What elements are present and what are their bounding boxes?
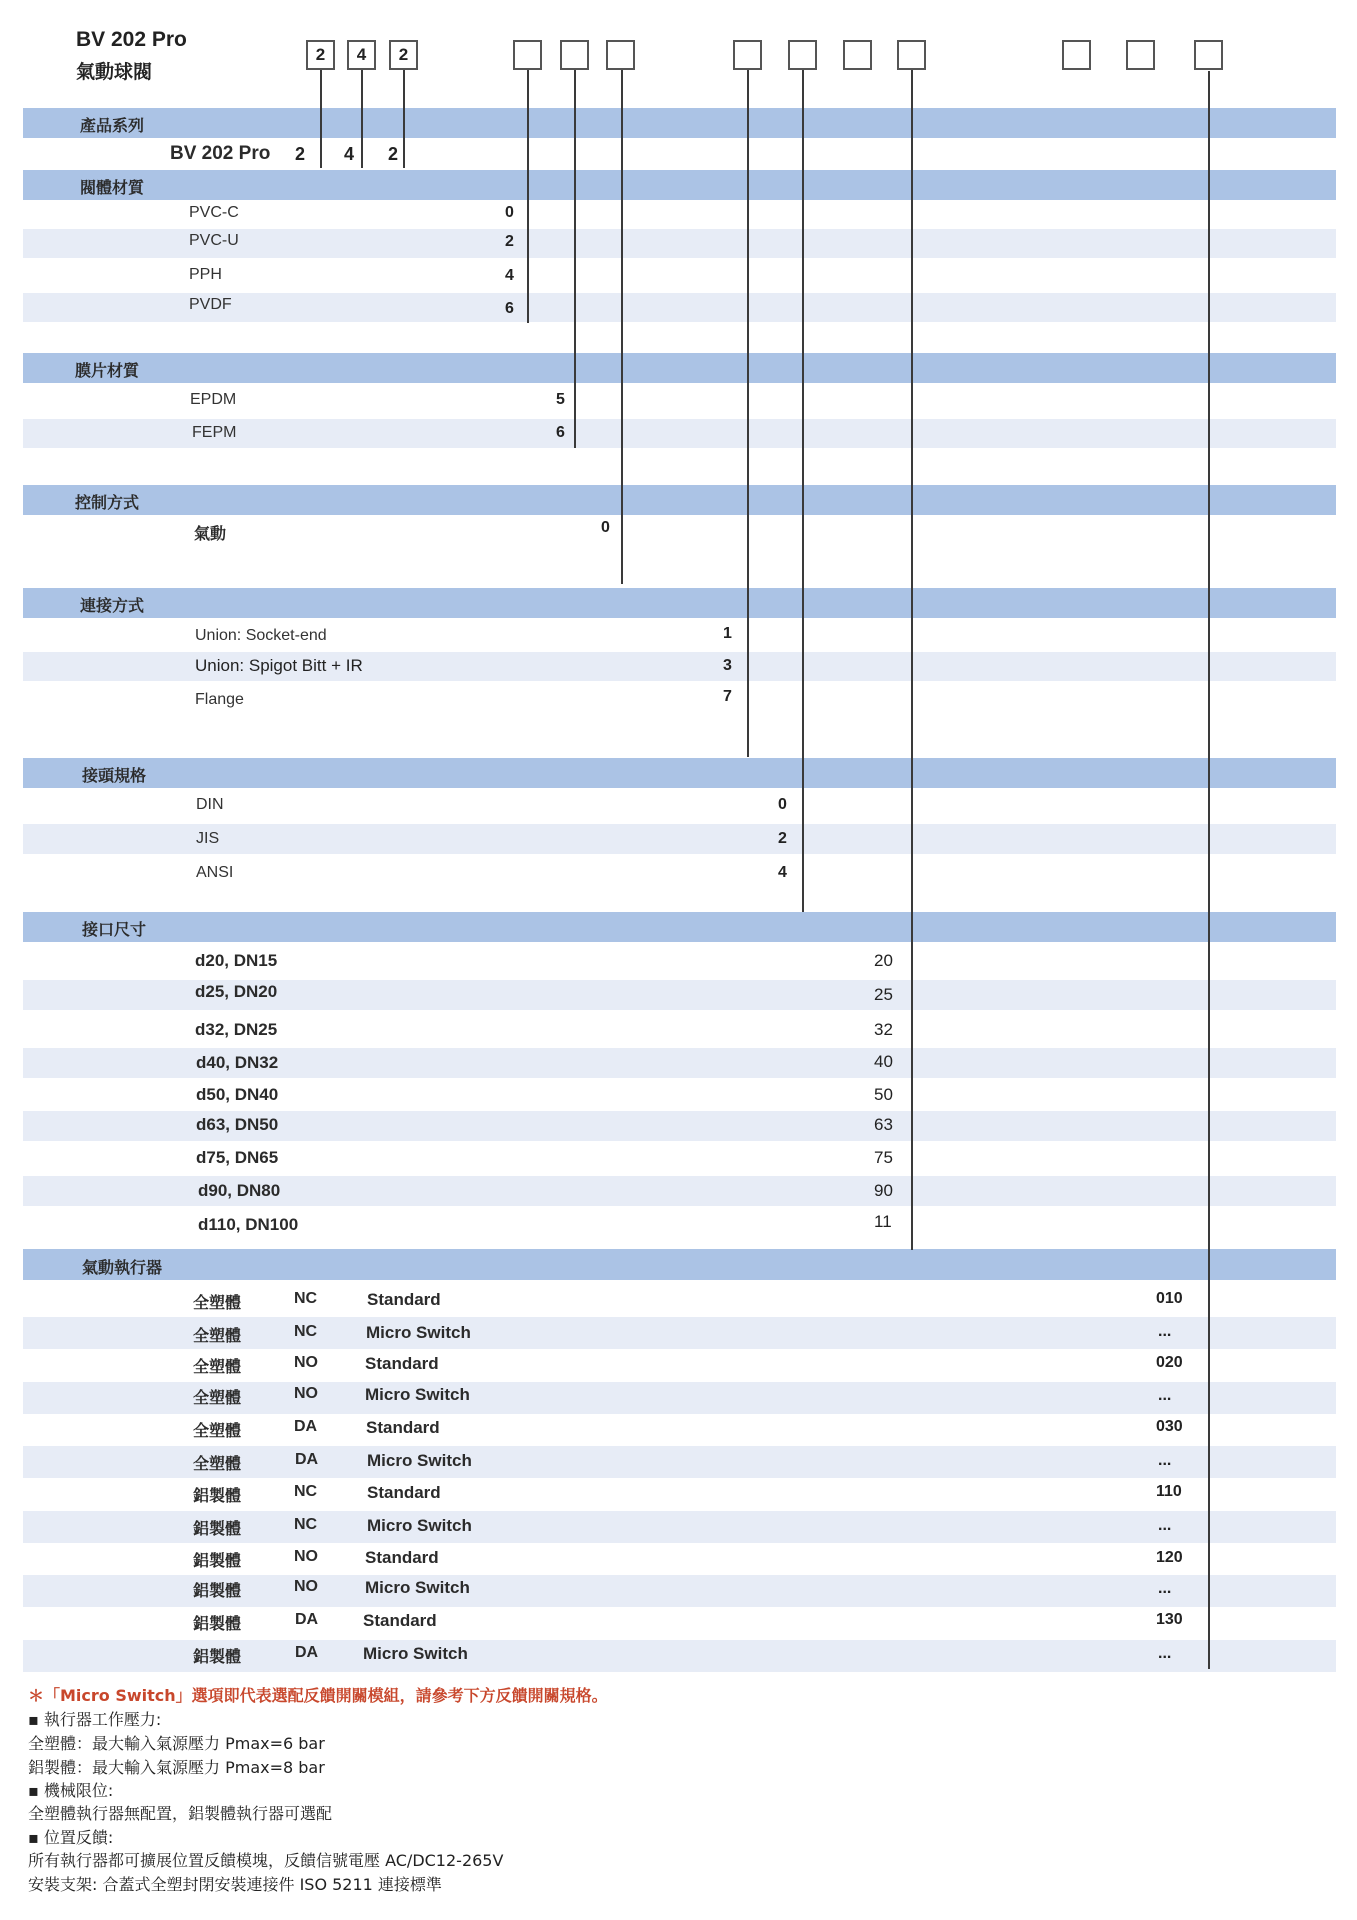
option-code: 6 — [556, 424, 565, 441]
actuator-code: ... — [1158, 1387, 1172, 1404]
actuator-code: ... — [1158, 1517, 1172, 1534]
actuator-code: 120 — [1156, 1549, 1183, 1566]
option-code: 0 — [505, 204, 514, 221]
code-box-actuator-2 — [1126, 40, 1155, 70]
option-code: 90 — [874, 1181, 893, 1200]
note-line: ▪ 機械限位: — [28, 1781, 114, 1800]
code-box-connection — [733, 40, 762, 70]
actuator-body: 鋁製體 — [193, 1581, 242, 1600]
actuator-body: 鋁製體 — [193, 1551, 242, 1570]
actuator-code: 030 — [1156, 1418, 1183, 1435]
actuator-code: 110 — [1156, 1483, 1182, 1500]
actuator-code: ... — [1158, 1323, 1172, 1340]
actuator-mode: NC — [294, 1290, 318, 1307]
option-name: d32, DN25 — [195, 1020, 278, 1039]
actuator-type: Micro Switch — [365, 1578, 470, 1597]
note-line: 安裝支架: 合蓋式全塑封閉安裝連接件 ISO 5211 連接標準 — [28, 1875, 442, 1894]
code-box-seal-material — [560, 40, 589, 70]
actuator-type: Micro Switch — [365, 1385, 470, 1404]
connector-line-size — [911, 70, 913, 1250]
connector-line-control — [621, 70, 623, 584]
option-name: d75, DN65 — [196, 1148, 279, 1167]
series-code-3: 2 — [388, 144, 399, 164]
option-name: PVC-U — [189, 232, 239, 249]
actuator-mode: NO — [294, 1385, 318, 1402]
option-name: Flange — [195, 691, 244, 708]
series-code-2: 4 — [344, 144, 355, 164]
actuator-type: Micro Switch — [366, 1323, 471, 1342]
actuator-body: 鋁製體 — [193, 1647, 242, 1666]
option-name: ANSI — [196, 864, 234, 881]
code-box-series-2: 4 — [347, 40, 376, 70]
option-code: 32 — [874, 1020, 893, 1039]
code-box-actuator-1 — [1062, 40, 1091, 70]
actuator-type: Standard — [365, 1548, 439, 1567]
option-code: 3 — [723, 657, 732, 674]
section-label-seal-material: 膜片材質 — [75, 361, 140, 380]
option-name: PVDF — [189, 296, 232, 313]
actuator-body: 全塑體 — [193, 1357, 242, 1376]
option-code: 4 — [505, 267, 514, 284]
option-code: 50 — [874, 1085, 893, 1104]
option-name: FEPM — [192, 424, 237, 441]
code-box-series-3: 2 — [389, 40, 418, 70]
actuator-code: 010 — [1156, 1290, 1183, 1307]
option-name: d63, DN50 — [196, 1115, 279, 1134]
connector-line-body-material — [527, 70, 529, 323]
option-name: Union: Spigot Bitt + IR — [195, 656, 363, 675]
option-name: d20, DN15 — [195, 951, 278, 970]
code-box-series-1: 2 — [306, 40, 335, 70]
option-code: 5 — [556, 391, 565, 408]
actuator-body: 全塑體 — [193, 1421, 242, 1440]
option-name: PVC-C — [189, 204, 239, 221]
actuator-mode: DA — [295, 1644, 319, 1661]
option-code: 25 — [874, 985, 893, 1004]
connector-line-series-2 — [361, 70, 363, 168]
section-label-standard: 接頭規格 — [82, 766, 147, 785]
connector-line-actuator — [1208, 71, 1210, 1669]
actuator-body: 全塑體 — [193, 1388, 242, 1407]
option-name: Union: Socket-end — [195, 627, 327, 644]
actuator-type: Standard — [366, 1418, 440, 1437]
actuator-type: Standard — [367, 1290, 441, 1309]
connector-line-series-3 — [403, 70, 405, 168]
section-label-series: 產品系列 — [80, 116, 145, 135]
section-band-body-material — [23, 170, 1336, 200]
actuator-body: 鋁製體 — [193, 1519, 242, 1538]
option-code: 6 — [505, 300, 514, 317]
option-code: 63 — [874, 1115, 893, 1134]
option-name: JIS — [196, 830, 220, 847]
series-code-1: 2 — [295, 144, 306, 164]
option-name: DIN — [196, 796, 224, 813]
actuator-body: 全塑體 — [193, 1326, 242, 1345]
note-line: ▪ 位置反饋: — [28, 1828, 114, 1847]
actuator-mode: NO — [294, 1548, 318, 1565]
series-name: BV 202 Pro — [170, 143, 271, 164]
actuator-type: Micro Switch — [363, 1644, 468, 1663]
option-name: d25, DN20 — [195, 982, 278, 1001]
connector-line-seal-material — [574, 70, 576, 448]
actuator-body: 全塑體 — [193, 1454, 242, 1473]
option-code: 2 — [778, 830, 787, 847]
actuator-mode: NC — [294, 1516, 318, 1533]
note-line: 鋁製體：最大輸入氣源壓力 Pmax=8 bar — [28, 1758, 325, 1777]
section-band-control — [23, 485, 1336, 515]
actuator-mode: NC — [294, 1483, 318, 1500]
actuator-code: ... — [1158, 1645, 1172, 1662]
note-line: 所有執行器都可擴展位置反饋模塊，反饋信號電壓 AC/DC12-265V — [28, 1851, 504, 1870]
actuator-mode: NO — [294, 1354, 318, 1371]
option-code: 75 — [874, 1148, 893, 1167]
section-band-series — [23, 108, 1336, 138]
section-label-connection: 連接方式 — [80, 596, 145, 615]
product-subtitle: 氣動球閥 — [76, 61, 153, 83]
option-code: 20 — [874, 951, 893, 970]
actuator-body: 鋁製體 — [193, 1614, 242, 1633]
option-name: 氣動 — [194, 524, 227, 543]
option-code: 7 — [723, 688, 732, 705]
section-band-size — [23, 912, 1336, 942]
product-title: BV 202 Pro — [76, 28, 187, 51]
option-code: 4 — [778, 864, 787, 881]
option-name: d50, DN40 — [196, 1085, 279, 1104]
actuator-mode: DA — [294, 1418, 318, 1435]
code-box-body-material — [513, 40, 542, 70]
section-band-seal-material — [23, 353, 1336, 383]
section-label-actuator: 氣動執行器 — [82, 1258, 163, 1277]
actuator-code: ... — [1158, 1452, 1172, 1469]
option-code: 2 — [505, 233, 514, 250]
actuator-type: Micro Switch — [367, 1451, 472, 1470]
option-code: 1 — [723, 625, 732, 642]
actuator-mode: NC — [294, 1323, 318, 1340]
actuator-code: 130 — [1156, 1611, 1183, 1628]
option-code: 0 — [601, 519, 610, 536]
section-band-actuator — [23, 1249, 1336, 1280]
connector-line-standard — [802, 70, 804, 912]
note-line: ▪ 執行器工作壓力: — [28, 1710, 162, 1729]
actuator-code: ... — [1158, 1580, 1172, 1597]
option-code: 40 — [874, 1052, 893, 1071]
actuator-mode: NO — [294, 1578, 318, 1595]
actuator-mode: DA — [295, 1611, 319, 1628]
actuator-type: Micro Switch — [367, 1516, 472, 1535]
actuator-mode: DA — [295, 1451, 319, 1468]
option-code: 0 — [778, 796, 787, 813]
alt-row-band — [23, 824, 1336, 854]
section-label-size: 接口尺寸 — [82, 920, 147, 939]
connector-line-series-1 — [320, 70, 322, 168]
section-label-control: 控制方式 — [75, 493, 140, 512]
micro-switch-note: ＊「Micro Switch」選項即代表選配反饋開關模組，請參考下方反饋開關規格。 — [28, 1686, 608, 1705]
actuator-type: Standard — [365, 1354, 439, 1373]
option-name: d90, DN80 — [198, 1181, 281, 1200]
code-box-actuator-3 — [1194, 40, 1223, 70]
option-code: 11 — [874, 1212, 892, 1231]
actuator-type: Standard — [363, 1611, 437, 1630]
option-name: EPDM — [190, 391, 237, 408]
code-box-size-1 — [843, 40, 872, 70]
code-box-standard — [788, 40, 817, 70]
option-name: d110, DN100 — [198, 1215, 299, 1234]
option-name: d40, DN32 — [196, 1053, 279, 1072]
section-band-standard — [23, 758, 1336, 788]
code-box-size-2 — [897, 40, 926, 70]
section-band-connection — [23, 588, 1336, 618]
option-name: PPH — [189, 266, 222, 283]
actuator-body: 鋁製體 — [193, 1486, 242, 1505]
actuator-type: Standard — [367, 1483, 441, 1502]
code-box-control — [606, 40, 635, 70]
connector-line-connection — [747, 70, 749, 757]
note-line: 全塑體執行器無配置，鋁製體執行器可選配 — [28, 1804, 333, 1823]
actuator-body: 全塑體 — [193, 1293, 242, 1312]
actuator-code: 020 — [1156, 1354, 1183, 1371]
note-line: 全塑體：最大輸入氣源壓力 Pmax=6 bar — [28, 1734, 325, 1753]
section-label-body-material: 閥體材質 — [80, 178, 145, 197]
